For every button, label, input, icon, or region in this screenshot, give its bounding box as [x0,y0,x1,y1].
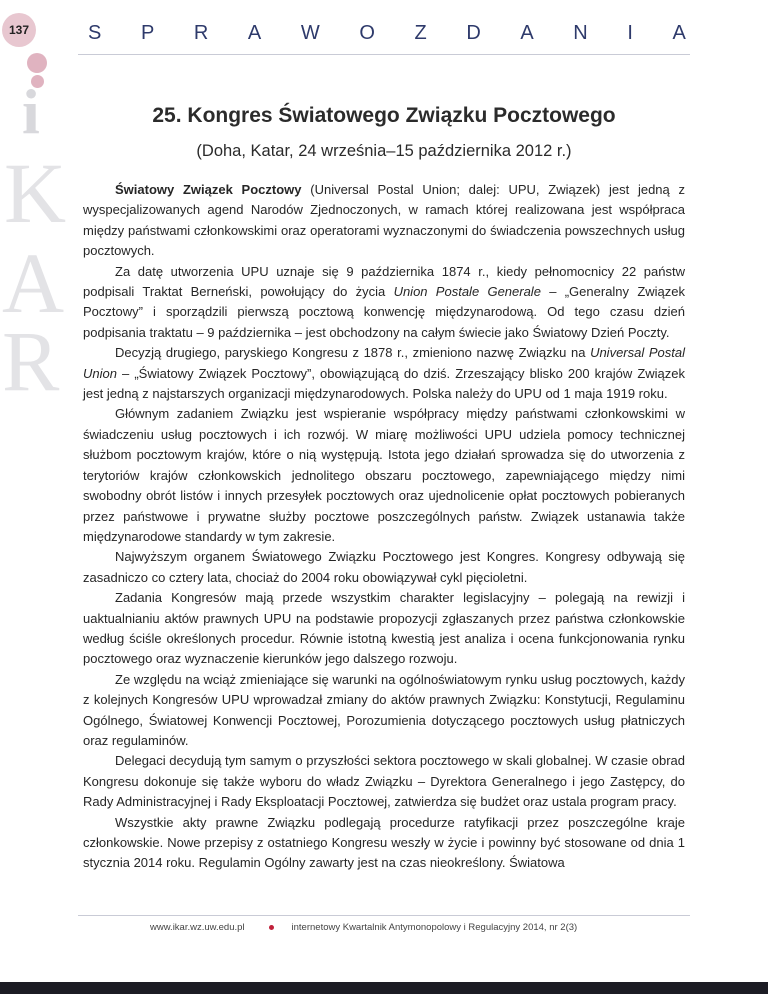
page-footer [150,922,577,933]
paragraph: Światowy Związek Pocztowy (Universal Postal Union; dalej: UPU, Związek) jest jedną z wyspecjalizowanych agend Narodów Zjednoczonych, w ramach której realizowana jest współpraca między państwami członkowskimi oraz operatorami wyznaczonymi do świadczenia powszechnych usług pocztowych. [83,182,685,259]
section-header-letter: S [88,22,102,44]
article-title: 25. Kongres Światowego Związku Pocztowego [152,104,616,127]
logo-letter-r: R [2,313,60,409]
footer-divider [78,915,690,916]
paragraph: Głównym zadaniem Związku jest wspieranie współpracy między państwami członkowskimi w świadczeniu usług pocztowych i ich rozwój. W miarę możliwości UPU udziela pomocy technicznej służbom pocztowym krajów, które o nią występują. Istota jego działań sprowadza się do utworzenia z terytoriów krajów członkowskich jednolitego obszaru pocztowego, zapewniającego między nimi swobodny obrót listów i innych przesyłek pocztowych oraz ujednolicenie opłat pocztowych pobieranych przez państwowe i prywatne służby pocztowe poszczególnych państw. Związek ustanawia także międzynarodowe standardy w tym zakresie. [83,406,685,544]
section-header-letter: D [466,22,481,44]
paragraph: Wszystkie akty prawne Związku podlegają procedurze ratyfikacji przez poszczególne kraje członkowskie. Nowe przepisy z ostatniego Kongresu weszły w życie i powinny być stosowane od dnia 1 stycznia 2014 roku. Regulamin Ogólny zawarty jest na czas nieokreślony. Światowa [83,814,685,871]
section-header-letter: A [672,22,686,44]
footer-url[interactable]: www.ikar.wz.uw.edu.pl [150,922,245,933]
logo-letter-a: A [2,235,65,331]
bullet-dot-icon [269,925,274,930]
lead-term: Światowy Związek Pocztowy [115,182,302,197]
article-subtitle: (Doha, Katar, 24 września–15 października 2012 r.) [196,142,572,160]
paragraph: Delegaci decydują tym samym o przyszłości sektora pocztowego w skali globalnej. W czasie obrad Kongresu dokonuje się także wyboru do władz Związku – Dyrektora Generalnego i jego Zastępcy, do Rady Administracyjnej i Rady Eksploatacji Pocztowej, zatwierdza się budżet oraz ustala program pracy. [83,753,685,810]
logo-letter-k: K [4,145,67,241]
section-header-letter: N [573,22,588,44]
section-header-letter: A [247,22,262,44]
section-header-letter: P [140,22,155,44]
section-header-letter: O [359,22,375,44]
logo-dot-large [27,53,47,73]
paragraph: Najwyższym organem Światowego Związku Pocztowego jest Kongres. Kongresy odbywają się zasadniczo co cztery lata, chociaż do 2004 roku obowiązywał cykl pięcioletni. [83,549,685,585]
footer-journal: internetowy Kwartalnik Antymonopolowy i Regulacyjny 2014, nr 2(3) [291,922,578,933]
paragraph: Zadania Kongresów mają przede wszystkim charakter legislacyjny – polegają na rewizji i uaktualnianiu aktów prawnych UPU na podstawie propozycji zgłaszanych przez państwa członkowskie według ściśle określonych procedur. Równie istotną kwestią jest analiza i ocena funkcjonowania rynku pocztowego oraz wyznaczenie kierunków jego dalszego rozwoju. [83,590,685,667]
header-divider [78,54,690,55]
italic-term: Universal Postal Union [83,345,686,381]
paragraph: Za datę utworzenia UPU uznaje się 9 października 1874 r., kiedy pełnomocnicy 22 państw podpisali Traktat Berneński, powołujący do życia Union Postale Generale – „Generalny Związek Pocztowy” i sporządzili pierwszą pocztową konwencję międzynarodową. Od tego czasu dzień podpisania traktatu – 9 października – jest obchodzony na całym świecie jako Światowy Dzień Poczty. [83,263,685,340]
section-header-letter: R [193,22,209,44]
paragraph: Ze względu na wciąż zmieniające się warunki na ogólnoświatowym rynku usług pocztowych, każdy z kolejnych Kongresów UPU wprowadzał zmiany do aktów prawnych Związku: Konstytucji, Regulaminu Ogólnego, Światowej Konwencji Pocztowej, Porozumienia dotyczącego pocztowych usług płatniczych oraz regulaminów. [83,671,685,748]
section-header-letter: Z [414,22,427,44]
article-body [83,180,685,874]
italic-term: Union Postale Generale [393,284,541,300]
section-header-letter: A [520,22,534,44]
section-header [88,22,686,45]
section-header-letter: W [300,22,320,44]
bottom-band [0,982,768,994]
section-header-letter: I [627,22,633,44]
logo-letter-i: i [22,76,40,147]
paragraph: Decyzją drugiego, paryskiego Kongresu z 1878 r., zmieniono nazwę Związku na Universal Postal Union – „Światowy Związek Pocztowy”, obowiązującą do dziś. Zrzeszający blisko 200 krajów Związek jest jedną z najstarszych organizacji międzynarodowych. Polska należy do UPU od 1 maja 1919 roku. [83,345,686,402]
page-number: 137 [2,13,36,47]
